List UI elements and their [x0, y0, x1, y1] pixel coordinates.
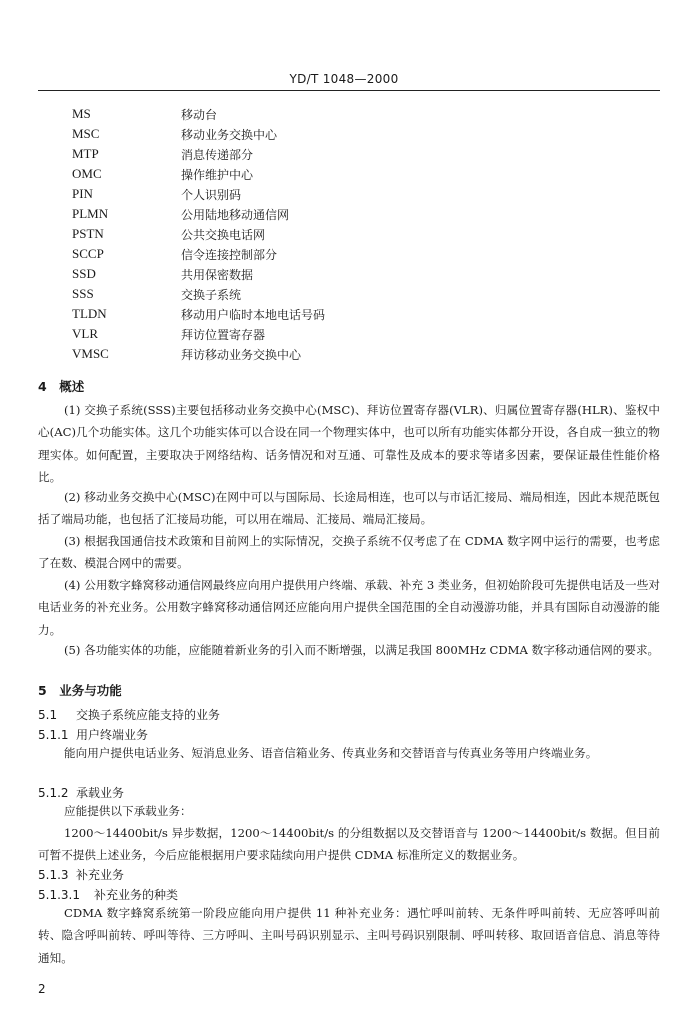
abbreviation-definition: 消息传递部分 — [181, 148, 254, 162]
section-number: 5.1 — [38, 708, 58, 722]
section-5-1-2-heading — [38, 784, 124, 801]
abbreviation-definition: 公共交换电话网 — [181, 228, 266, 242]
abbreviation-code: OMC — [72, 166, 102, 181]
paragraph: (4) 公用数字蜂窝移动通信网最终应向用户提供用户终端、承载、补充 3 类业务，但初始阶段可先提供电话及一些对电话业务的补充业务。公用数字蜂窝移动通信网还应能向用户提供全国范围的全自动漫游功能，并具有国际自动漫游的能力。 — [38, 578, 660, 637]
abbreviation-definition: 信令连接控制部分 — [181, 248, 278, 262]
section-title: 承载业务 — [76, 786, 125, 800]
abbreviation-definition: 移动用户临时本地电话号码 — [181, 308, 326, 322]
section-5-1-3-heading — [38, 866, 124, 883]
abbreviation-code: MS — [72, 106, 91, 121]
section-title: 补充业务的种类 — [94, 888, 179, 902]
section-number: 5.1.2 — [38, 786, 69, 800]
paragraph: 1200～14400bit/s 异步数据，1200～14400bit/s 的分组数据以及交替语音与 1200～14400bit/s 数据。但目前可暂不提供上述业务，今后应能根据用户要求陆续向用户提供 CDMA 标准所定义的数据业务。 — [38, 826, 660, 863]
section-number: 5.1.1 — [38, 728, 69, 742]
abbreviation-row — [0, 306, 688, 326]
section-title: 用户终端业务 — [76, 728, 149, 742]
paragraph: CDMA 数字蜂窝系统第一阶段应能向用户提供 11 种补充业务：遇忙呼叫前转、无条件呼叫前转、无应答呼叫前转、隐含呼叫前转、呼叫等待、三方呼叫、主叫号码识别显示、主叫号码识别限制、呼叫转移、取回语音信息、消息等待通知。 — [38, 906, 660, 965]
abbreviation-code: SSD — [72, 266, 96, 281]
paragraph: 能向用户提供电话业务、短消息业务、语音信箱业务、传真业务和交替语音与传真业务等用户终端业务。 — [64, 746, 598, 760]
abbreviation-row — [0, 326, 688, 346]
abbreviation-code: TLDN — [72, 306, 107, 321]
section-title: 交换子系统应能支持的业务 — [76, 708, 221, 722]
abbreviation-row — [0, 346, 688, 366]
abbreviation-code: MTP — [72, 146, 99, 161]
paragraph: (2) 移动业务交换中心(MSC)在网中可以与国际局、长途局相连，也可以与市话汇接局、端局相连，因此本规范既包括了端局功能，也包括了汇接局功能，可以用在端局、汇接局、端局汇接局。 — [38, 490, 660, 527]
abbreviation-code: VLR — [72, 326, 98, 341]
abbreviation-definition: 拜访位置寄存器 — [181, 328, 266, 342]
abbreviation-definition: 公用陆地移动通信网 — [181, 208, 290, 222]
abbreviation-row — [0, 126, 688, 146]
section-4-heading: 4 概述 — [38, 379, 85, 394]
section-5-heading: 5 业务与功能 — [38, 683, 122, 698]
abbreviation-code: PLMN — [72, 206, 109, 221]
header-rule — [38, 90, 660, 91]
abbreviation-definition: 共用保密数据 — [181, 268, 254, 282]
section-number: 5.1.3 — [38, 868, 69, 882]
abbreviation-code: PSTN — [72, 226, 104, 241]
abbreviation-row — [0, 266, 688, 286]
section-title: 补充业务 — [76, 868, 125, 882]
abbreviation-row — [0, 166, 688, 186]
abbreviation-definition: 个人识别码 — [181, 188, 242, 202]
abbreviation-definition: 交换子系统 — [181, 288, 242, 302]
section-5-1-heading — [38, 706, 220, 723]
abbreviation-definition: 移动业务交换中心 — [181, 128, 278, 142]
page-number: 2 — [38, 982, 46, 996]
section-number: 5.1.3.1 — [38, 888, 80, 902]
abbreviation-row — [0, 226, 688, 246]
abbreviation-code: SCCP — [72, 246, 104, 261]
abbreviation-code: VMSC — [72, 346, 109, 361]
abbreviation-row — [0, 206, 688, 226]
abbreviation-row — [0, 146, 688, 166]
paragraph: (5) 各功能实体的功能，应能随着新业务的引入而不断增强，以满足我国 800MHz CDMA 数字移动通信网的要求。 — [64, 643, 660, 657]
paragraph: (1) 交换子系统(SSS)主要包括移动业务交换中心(MSC)、拜访位置寄存器(VLR)、归属位置寄存器(HLR)、鉴权中心(AC)几个功能实体。这几个功能实体可以合设在同一个物理实体中，也可以所有功能实体都分开设，各自成一独立的物理实体。如何配置，主要取决于网络结构、话务情况和对互通、可靠性及成本的要求等诸多因素，要保证最佳性能价格比。 — [38, 403, 660, 484]
section-5-1-1-heading — [38, 726, 148, 743]
abbreviation-row — [0, 106, 688, 126]
abbreviation-row — [0, 186, 688, 206]
standard-code-header: YD/T 1048—2000 — [289, 72, 399, 86]
abbreviation-definition: 操作维护中心 — [181, 168, 254, 182]
abbreviation-row — [0, 286, 688, 306]
abbreviation-code: MSC — [72, 126, 100, 141]
abbreviation-definition: 移动台 — [181, 108, 218, 122]
abbreviation-code: PIN — [72, 186, 93, 201]
abbreviation-code: SSS — [72, 286, 94, 301]
paragraph: (3) 根据我国通信技术政策和目前网上的实际情况，交换子系统不仅考虑了在 CDMA 数字网中运行的需要，也考虑了在数、模混合网中的需要。 — [38, 534, 660, 571]
abbreviation-definition: 拜访移动业务交换中心 — [181, 348, 302, 362]
abbreviation-row — [0, 246, 688, 266]
section-5-1-3-1-heading — [38, 886, 178, 903]
paragraph: 应能提供以下承载业务： — [64, 804, 192, 818]
